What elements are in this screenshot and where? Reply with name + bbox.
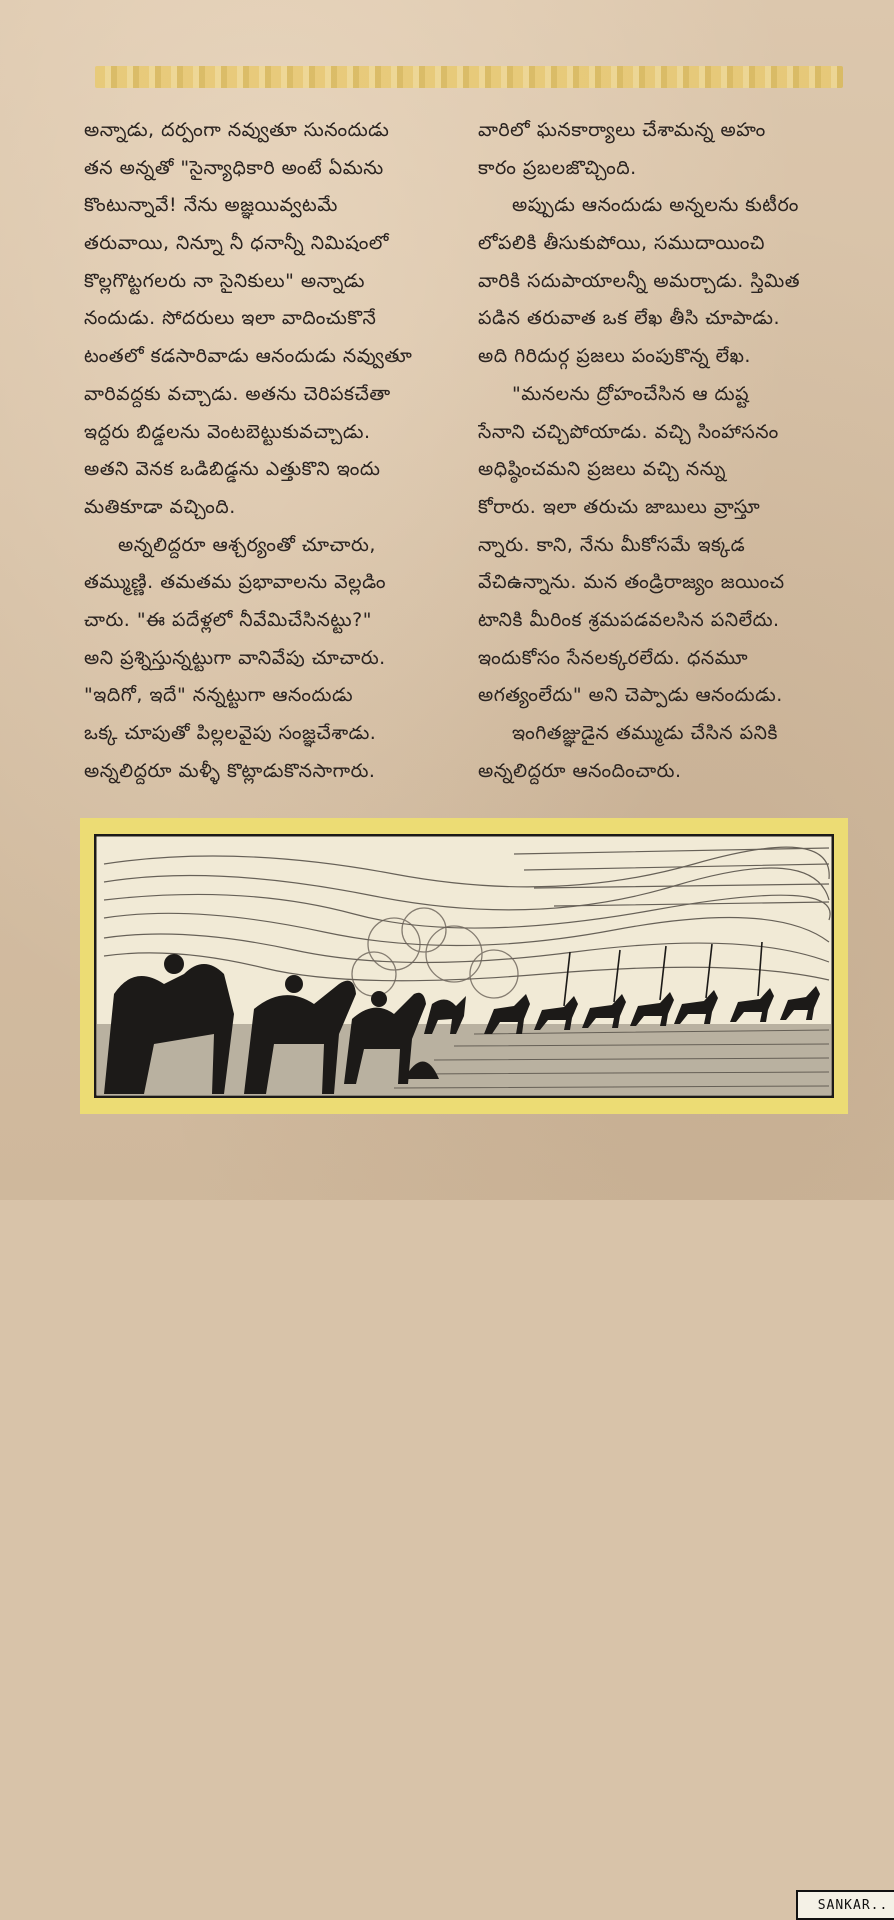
paragraph-line: అన్నలిద్దరూ ఆశ్చర్యంతో చూచారు, [118, 533, 376, 556]
paragraph-line: సేనాని చచ్చిపోయాడు. వచ్చి సింహాసనం [478, 420, 779, 443]
paragraph-line: కొంటున్నావే! నేను అజ్ఞయివ్వటమే [84, 194, 338, 217]
paragraph-line: తన అన్నతో "సైన్యాధికారి అంటే ఏమను [84, 156, 384, 179]
paragraph-line: వేచిఉన్నాను. మన తండ్రిరాజ్యం జయించ [478, 571, 785, 594]
paragraph-line: తరువాయి, నిన్నూ నీ ధనాన్నీ నిమిషంలో [84, 232, 389, 255]
caravan-illustration [94, 834, 834, 1098]
paragraph-line: "ఇదిగో, ఇదే" నన్నట్టుగా ఆనందుడు [84, 684, 354, 707]
paragraph-line: చారు. "ఈ పదేళ్లలో నీవేమిచేసినట్టు?" [84, 608, 372, 631]
paragraph-line: అప్పుడు ఆనందుడు అన్నలను కుటీరం [512, 194, 799, 217]
paragraph-line: న్నారు. కాని, నేను మీకోసమే ఇక్కడ [478, 533, 746, 556]
paragraph-line: అన్నాడు, దర్పంగా నవ్వుతూ సునందుడు [84, 119, 390, 141]
paragraph-line: తమ్ముణ్ణి. తమతమ ప్రభావాలను వెల్లడిం [84, 571, 387, 594]
paragraph-line: ఒక్క చూపుతో పిల్లలవైపు సంజ్ఞచేశాడు. [84, 722, 377, 744]
paragraph-line: అన్నలిద్దరూ మళ్ళీ కొట్లాడుకొనసాగారు. [84, 759, 376, 782]
paragraph-line: ఇంగితజ్ఞుడైన తమ్ముడు చేసిన పనికి [512, 722, 778, 744]
paragraph-line: వారిలో ఘనకార్యాలు చేశామన్న అహం [478, 119, 766, 141]
paragraph-line: టంతలో కడసారివాడు ఆనందుడు నవ్వుతూ [84, 345, 413, 368]
paragraph-line: కోరారు. ఇలా తరుచు జాబులు వ్రాస్తూ [478, 495, 761, 518]
paragraph-line: లోపలికి తీసుకుపోయి, సముదాయించి [478, 232, 765, 255]
paragraph-line: అతని వెనక ఒడిబిడ్డను ఎత్తుకొని ఇందు [84, 458, 381, 481]
paragraph-line: పడిన తరువాత ఒక లేఖ తీసి చూపాడు. [478, 307, 781, 330]
paragraph-line: ఇద్దరు బిడ్డలను వెంటబెట్టుకువచ్చాడు. [84, 420, 371, 443]
paragraph-line: "మనలను ద్రోహంచేసిన ఆ దుష్ట [512, 382, 750, 405]
paragraph-line: వారికి సదుపాయాలన్నీ అమర్చాడు. స్తిమిత [478, 269, 801, 292]
paragraph-line: కారం ప్రబలజొచ్చింది. [478, 156, 637, 179]
paragraph-line: ఇందుకోసం సేనలక్కరలేదు. ధనమూ [478, 646, 749, 669]
paragraph-line: మతికూడా వచ్చింది. [84, 495, 236, 518]
text-column-right [478, 112, 870, 790]
paragraph-line: నందుడు. సోదరులు ఇలా వాదించుకొనే [84, 307, 377, 330]
paragraph-line: కొల్లగొట్టగలరు నా సైనికులు" అన్నాడు [84, 269, 365, 292]
decorative-top-border [95, 66, 843, 88]
paragraph-line: అన్నలిద్దరూ ఆనందించారు. [478, 759, 682, 782]
paragraph-line: అది గిరిదుర్గ ప్రజలు పంపుకొన్న లేఖ. [478, 345, 751, 368]
paragraph-line: అని ప్రశ్నిస్తున్నట్టుగా వానివేపు చూచారు. [84, 646, 386, 669]
paragraph-line: అగత్యంలేదు" అని చెప్పాడు ఆనందుడు. [478, 684, 783, 707]
paragraph-line: టానికి మీరింక శ్రమపడవలసిన పనిలేదు. [478, 608, 780, 631]
artist-signature: SANKAR.. [796, 1890, 894, 1920]
paragraph-line: వారివద్దకు వచ్చాడు. అతను చెరిపకచేతా [84, 382, 391, 405]
text-column-left [84, 112, 464, 790]
paragraph-line: అధిష్ఠించమని ప్రజలు వచ్చి నన్ను [478, 458, 726, 481]
illustration-panel [80, 818, 889, 1913]
